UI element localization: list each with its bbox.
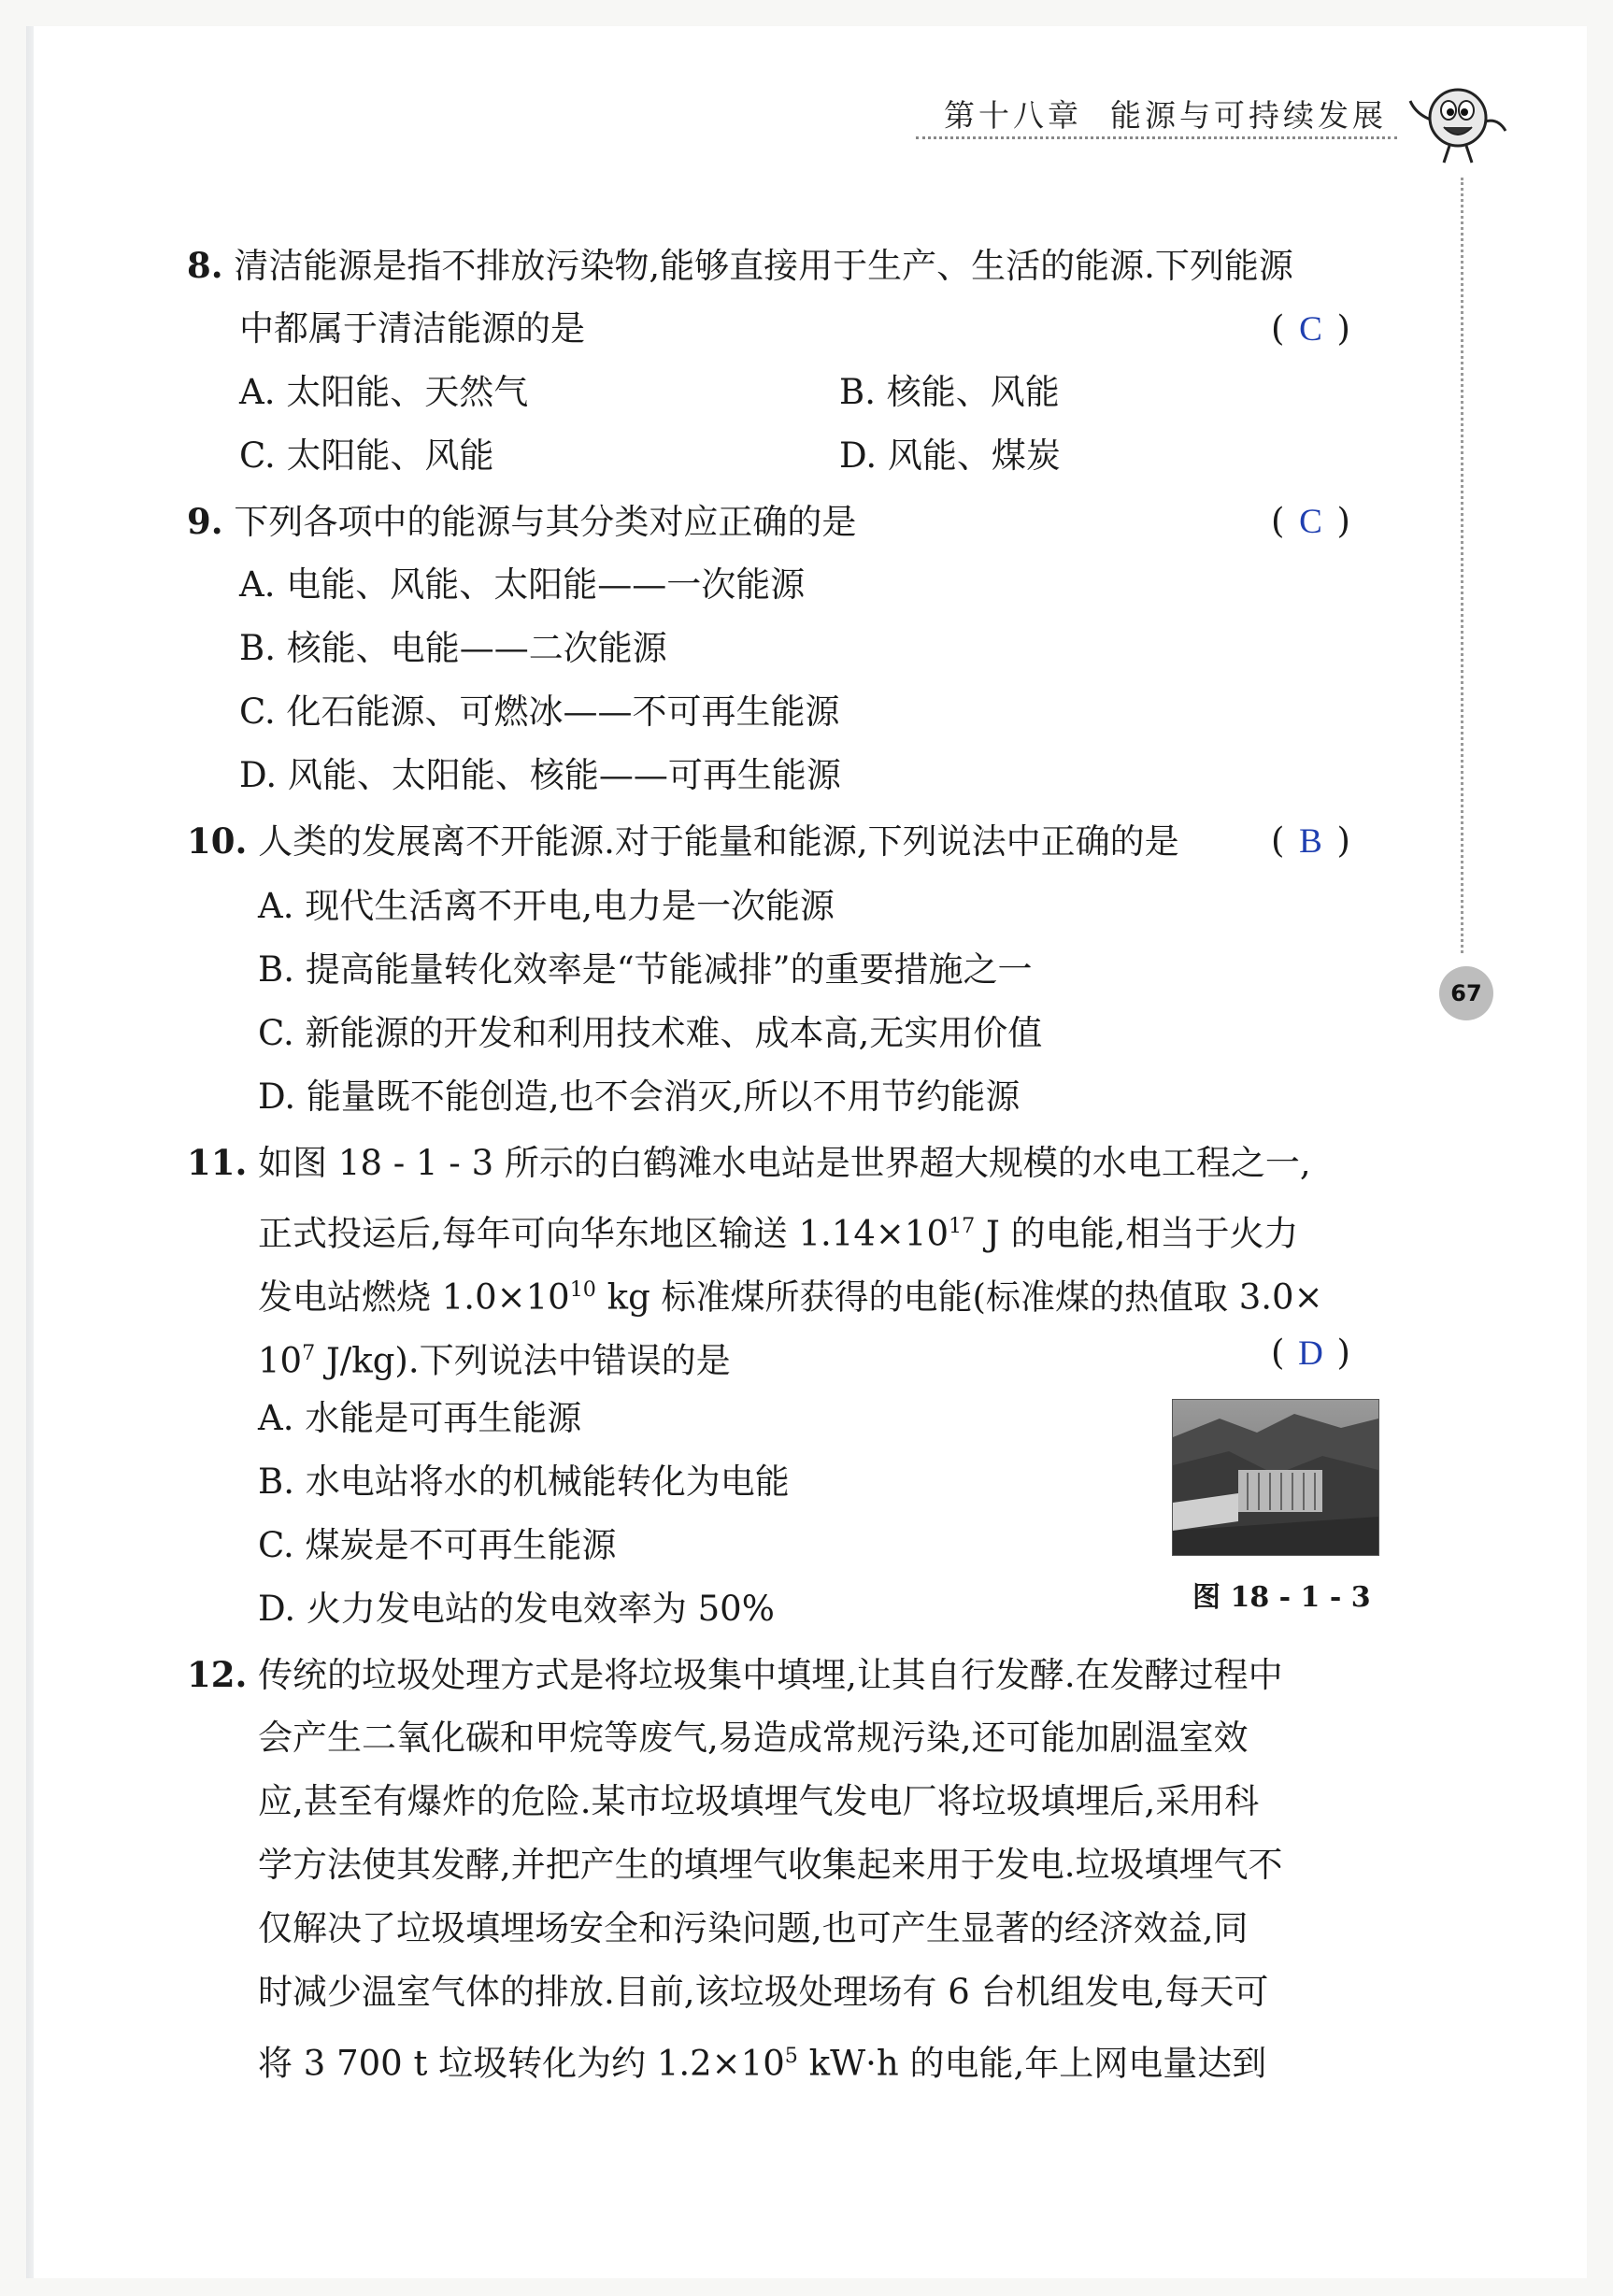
question-number: 10. [187,820,248,862]
answer-bracket-10: ( B ) [1271,820,1350,861]
side-dotted-rule [1461,178,1463,953]
question-12-line-3: 应,甚至有爆炸的危险.某市垃圾填埋气发电厂将垃圾填埋后,采用科 [258,1781,1260,1821]
option-8d: D. 风能、煤炭 [839,435,1061,476]
option-8b: B. 核能、风能 [839,372,1060,412]
question-9-line-1 [187,501,856,543]
option-10c: C. 新能源的开发和利用技术难、成本高,无实用价值 [258,1013,1043,1053]
option-9c: C. 化石能源、可燃冰——不可再生能源 [239,692,840,732]
option-11c: C. 煤炭是不可再生能源 [258,1525,617,1565]
question-12-line-1 [187,1654,1283,1696]
option-10d: D. 能量既不能创造,也不会消灭,所以不用节约能源 [258,1077,1021,1117]
answer-letter: D [1298,1334,1323,1373]
question-text: 下列各项中的能源与其分类对应正确的是 [234,502,857,542]
answer-bracket-9: ( C ) [1271,501,1350,541]
question-8-line-2: 中都属于清洁能源的是 [239,308,585,349]
question-12-line-2: 会产生二氧化碳和甲烷等废气,易造成常规污染,还可能加剧温室效 [258,1718,1249,1758]
answer-letter: C [1299,310,1322,349]
option-9b: B. 核能、电能——二次能源 [239,628,667,668]
option-8c: C. 太阳能、风能 [239,435,494,476]
option-9a: A. 电能、风能、太阳能——一次能源 [239,564,806,605]
question-12-line-4: 学方法使其发酵,并把产生的填埋气收集起来用于发电.垃圾填埋气不 [258,1845,1283,1885]
question-8-line-1 [187,245,1293,287]
option-11b: B. 水电站将水的机械能转化为电能 [258,1462,790,1502]
answer-letter: B [1299,822,1322,861]
question-number: 8. [187,245,223,286]
question-text: 人类的发展离不开能源.对于能量和能源,下列说法中正确的是 [258,821,1179,862]
option-10a: A. 现代生活离不开电,电力是一次能源 [258,886,835,926]
header-dotted-rule [916,136,1397,139]
option-11a: A. 水能是可再生能源 [258,1398,582,1438]
question-number: 9. [187,501,223,542]
question-11-line-4: $10^7$ J/kg).下列说法中错误的是 [258,1340,731,1381]
question-10-line-1 [187,820,1179,863]
answer-letter: C [1299,503,1322,541]
question-text: 清洁能源是指不排放污染物,能够直接用于生产、生活的能源.下列能源 [234,246,1293,286]
question-12-line-7: 将 3 700 t 垃圾转化为约 $1.2\times 10^5$ kW·h 的电能,年上网电量达到 [258,2043,1267,2084]
option-8a: A. 太阳能、天然气 [239,372,529,412]
question-11-line-2: 正式投运后,每年可向华东地区输送 $1.14\times 10^{17}$ J 的电能,相当于火力 [258,1213,1299,1254]
option-9d: D. 风能、太阳能、核能——可再生能源 [239,755,841,795]
figure-caption: 图 18 - 1 - 3 [1192,1581,1371,1614]
answer-bracket-8: ( C ) [1271,308,1350,349]
question-11-line-3: 发电站燃烧 $1.0\times 10^{10}$ kg 标准煤所获得的电能(标准煤的热值取 3.0× [258,1276,1323,1318]
page-number-badge: 67 [1439,966,1493,1020]
question-12-line-5: 仅解决了垃圾填埋场安全和污染问题,也可产生显著的经济效益,同 [258,1908,1249,1948]
question-12-line-6: 时减少温室气体的排放.目前,该垃圾处理场有 6 台机组发电,每天可 [258,1972,1269,2012]
chapter-title: 能源与可持续发展 [1110,97,1387,134]
question-text: 传统的垃圾处理方式是将垃圾集中填埋,让其自行发酵.在发酵过程中 [258,1655,1283,1695]
dam-photo [1172,1399,1379,1556]
answer-bracket-11: ( D ) [1271,1333,1350,1373]
mascot-icon [1406,73,1509,166]
question-text: 如图 18 - 1 - 3 所示的白鹤滩水电站是世界超大规模的水电工程之一, [258,1143,1311,1183]
question-11-line-1 [187,1142,1311,1184]
question-number: 12. [187,1654,248,1695]
option-10b: B. 提高能量转化效率是“节能减排”的重要措施之一 [258,949,1033,990]
chapter-header [944,92,1387,135]
question-number: 11. [187,1142,248,1183]
option-11d: D. 火力发电站的发电效率为 50% [258,1589,775,1629]
chapter-number: 第十八章 [944,97,1082,134]
